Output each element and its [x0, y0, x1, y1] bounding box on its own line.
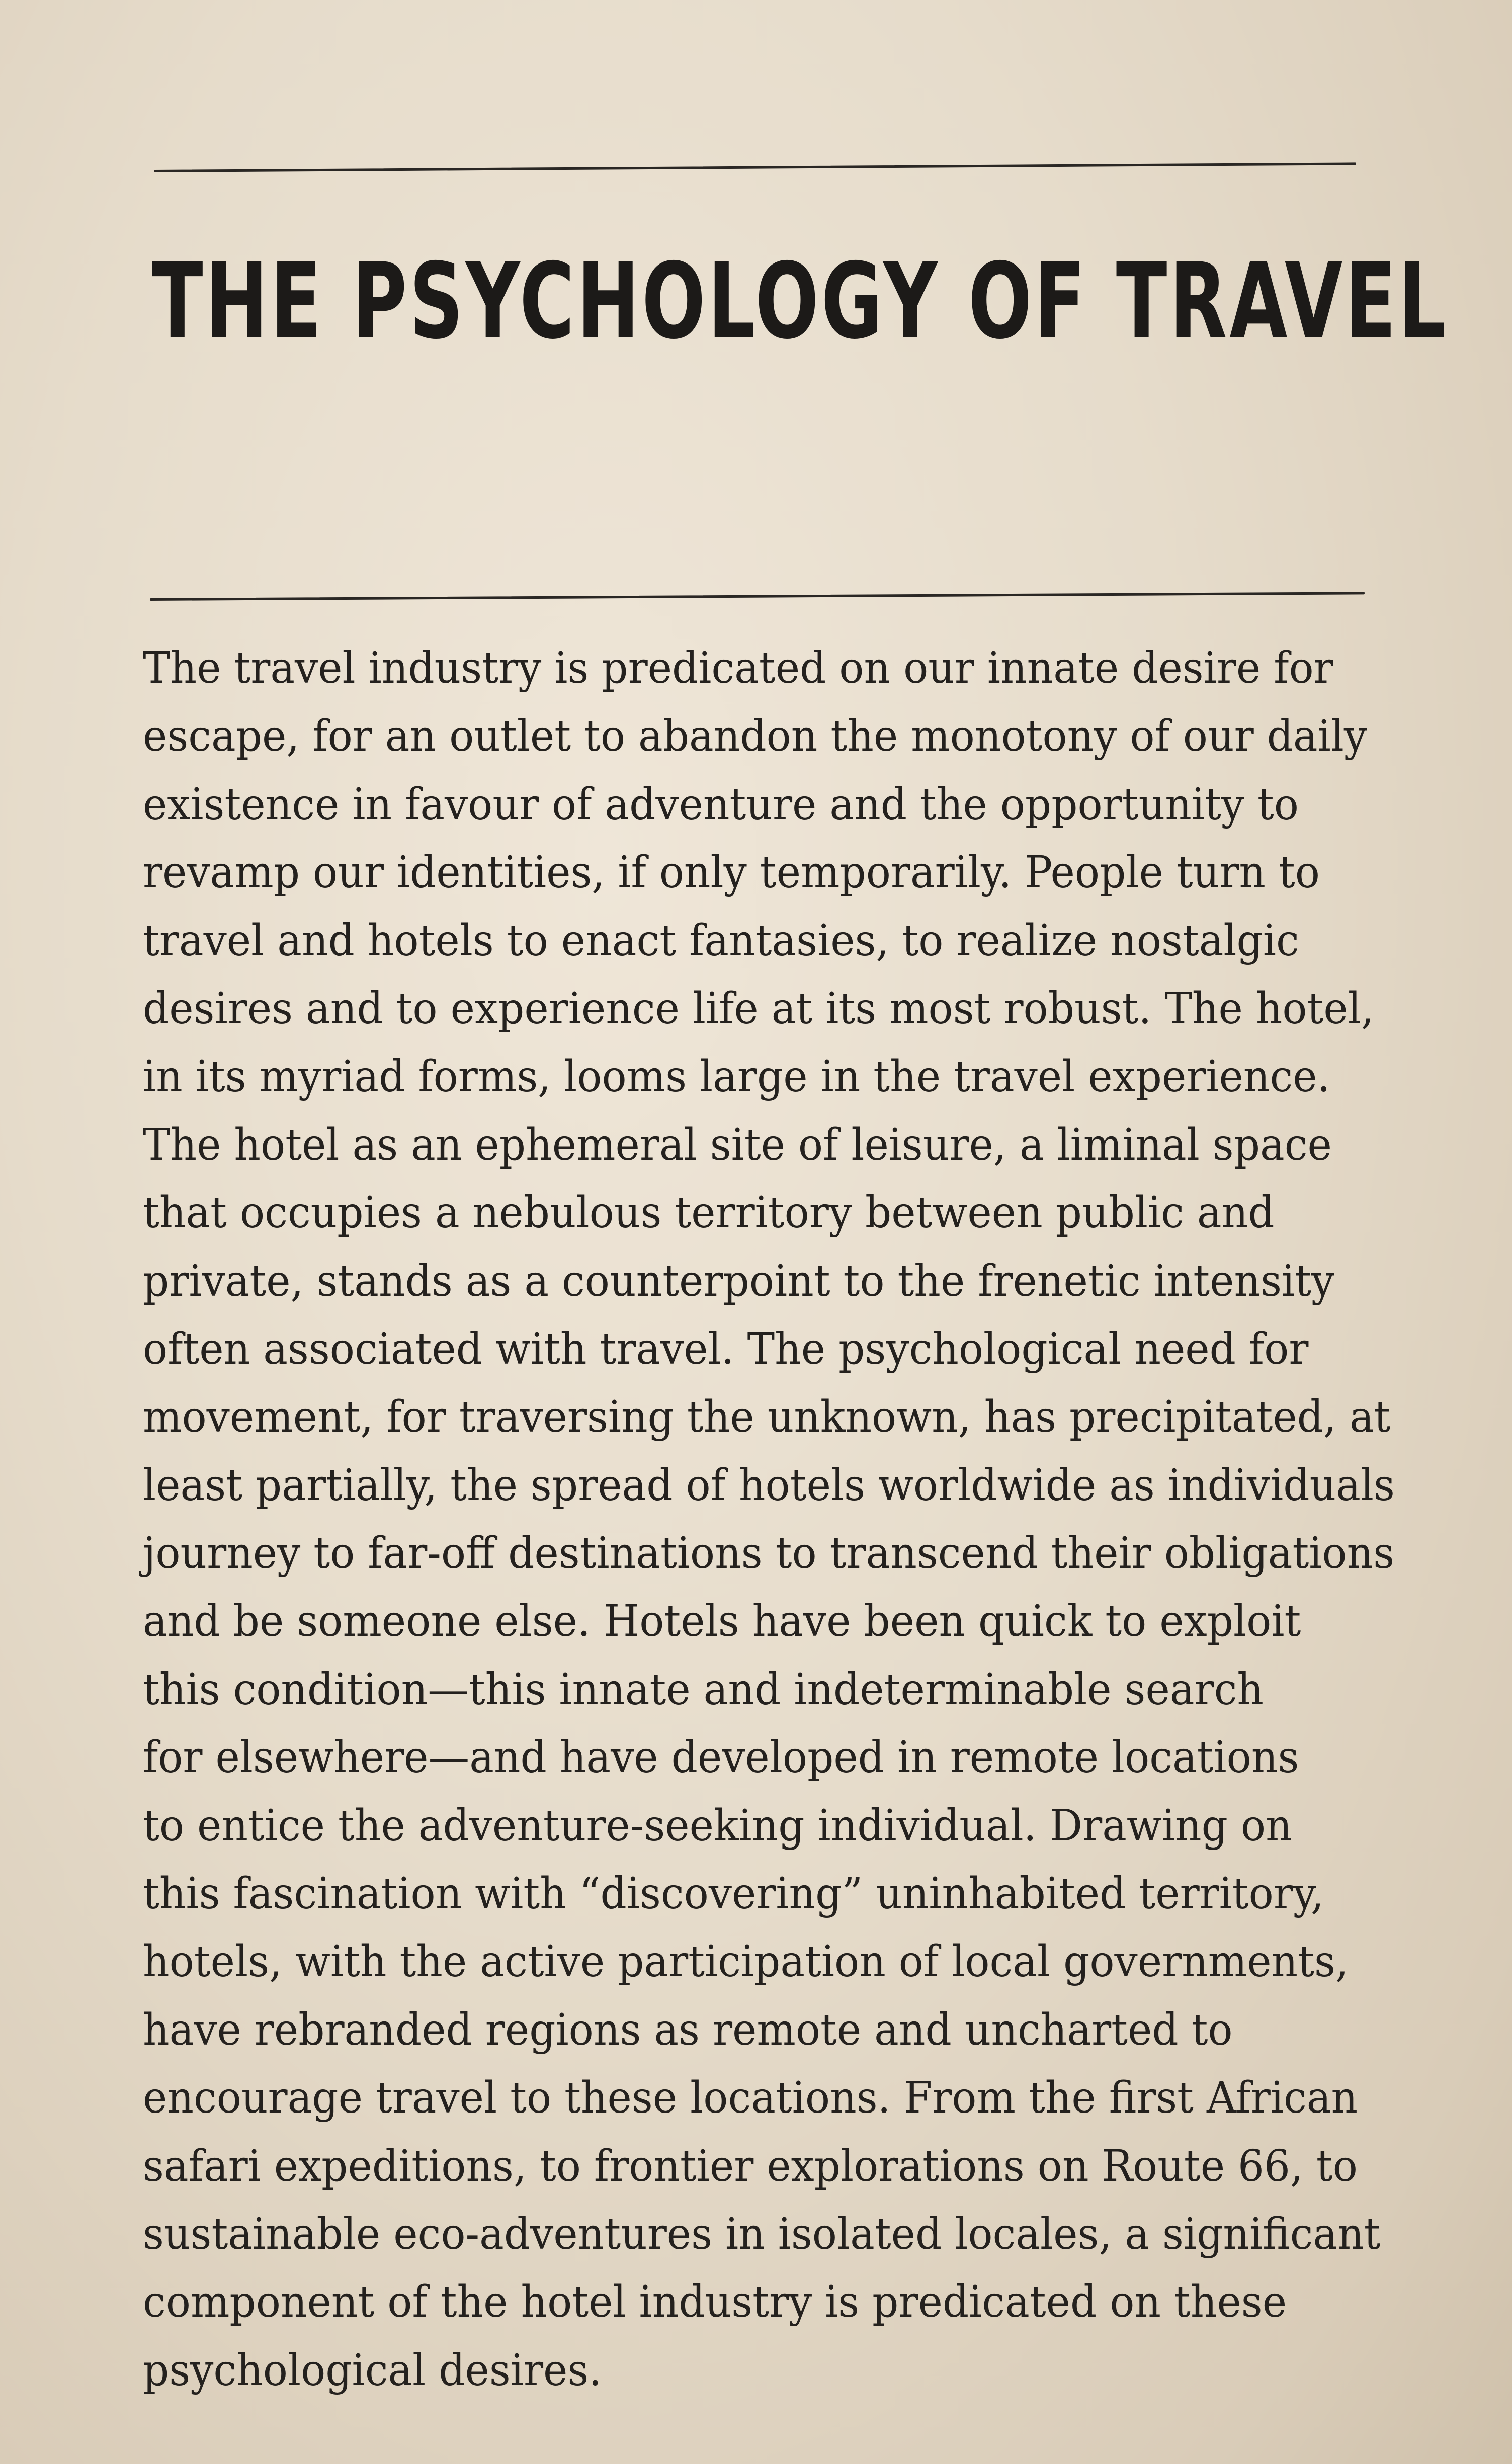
body-line: that occupies a nebulous territory between public and — [143, 1188, 1275, 1239]
body-line: journey to far-off destinations to transcend their obligations — [143, 1528, 1395, 1579]
body-line: to entice the adventure-seeking individual. Drawing on — [143, 1800, 1292, 1851]
body-line: hotels, with the active participation of local governments, — [143, 1937, 1349, 1987]
panel-title: THE PSYCHOLOGY OF TRAVEL — [152, 241, 1449, 363]
body-line: private, stands as a counterpoint to the frenetic intensity — [143, 1256, 1335, 1306]
body-line: component of the hotel industry is predicated on these — [143, 2277, 1287, 2328]
body-line: psychological desires. — [143, 2345, 602, 2396]
body-line: encourage travel to these locations. From the first African — [143, 2073, 1358, 2124]
body-line: revamp our identities, if only temporarily. People turn to — [143, 847, 1320, 898]
body-line: and be someone else. Hotels have been quick to exploit — [143, 1596, 1301, 1647]
body-line: least partially, the spread of hotels worldwide as individuals — [143, 1460, 1395, 1511]
body-line: travel and hotels to enact fantasies, to realize nostalgic — [143, 915, 1299, 966]
body-line: in its myriad forms, looms large in the travel experience. — [143, 1051, 1330, 1102]
body-line: often associated with travel. The psychological need for — [143, 1324, 1309, 1374]
body-line: safari expeditions, to frontier explorations on Route 66, to — [143, 2141, 1358, 2191]
body-line: movement, for traversing the unknown, has precipitated, at — [143, 1392, 1391, 1443]
body-line: sustainable eco-adventures in isolated locales, a significant — [143, 2209, 1381, 2259]
body-line: for elsewhere—and have developed in remote locations — [143, 1732, 1299, 1783]
body-line: existence in favour of adventure and the opportunity to — [143, 779, 1299, 830]
body-line: have rebranded regions as remote and uncharted to — [143, 2004, 1233, 2055]
title-divider-rule — [150, 592, 1365, 601]
body-line: The hotel as an ephemeral site of leisure, a liminal space — [143, 1119, 1332, 1170]
top-divider-rule — [154, 162, 1356, 172]
body-paragraph — [143, 635, 1501, 2405]
body-line: this fascination with “discovering” uninhabited territory, — [143, 1869, 1324, 1919]
body-line: The travel industry is predicated on our innate desire for — [143, 643, 1333, 693]
body-line: escape, for an outlet to abandon the monotony of our daily — [143, 711, 1368, 762]
body-line: desires and to experience life at its most robust. The hotel, — [143, 983, 1374, 1034]
body-line: this condition—this innate and indeterminable search — [143, 1664, 1264, 1715]
